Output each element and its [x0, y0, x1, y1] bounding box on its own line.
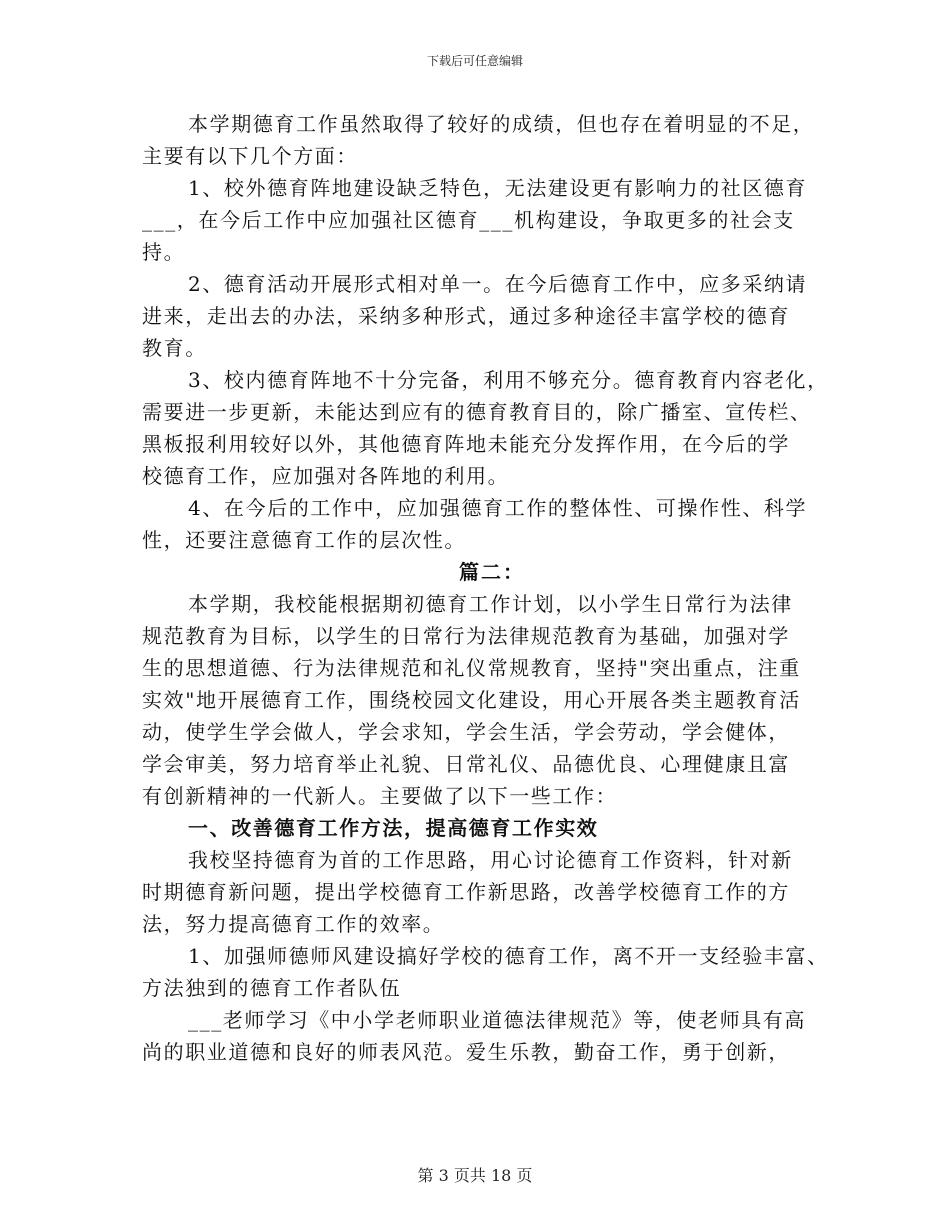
paragraph-line: 1、校外德育阵地建设缺乏特色，无法建设更有影响力的社区德育 [188, 176, 808, 200]
paragraph-line: 我校坚持德育为首的工作思路，用心讨论德育工作资料，针对新 [188, 848, 793, 872]
section-heading: 篇二： [459, 560, 525, 584]
paragraph-line: 本学期德育工作虽然取得了较好的成绩，但也存在着明显的不足， [188, 112, 815, 136]
paragraph-line: 规范教育为目标，以学生的日常行为法律规范教育为基础，加强对学 [142, 624, 790, 648]
paragraph-line: 有创新精神的一代新人。主要做了以下一些工作： [142, 784, 618, 808]
paragraph-line: 教育。 [142, 336, 207, 360]
paragraph-line: 需要进一步更新，未能达到应有的德育教育目的，除广播室、宣传栏、 [142, 400, 812, 424]
paragraph-line: 主要有以下几个方面： [142, 144, 358, 168]
paragraph-line: 生的思想道德、行为法律规范和礼仪常规教育，坚持"突出重点，注重 [142, 656, 801, 680]
paragraph-line: 4、在今后的工作中，应加强德育工作的整体性、可操作性、科学 [188, 496, 808, 520]
paragraph-line: ___老师学习《中小学老师职业道德法律规范》等，使老师具有高 [188, 1008, 806, 1032]
paragraph-line: 时期德育新问题，提出学校德育工作新思路，改善学校德育工作的方 [142, 880, 790, 904]
paragraph-line: 黑板报利用较好以外，其他德育阵地未能充分发挥作用，在今后的学 [142, 432, 790, 456]
document-body [142, 108, 829, 1068]
paragraph-line: 学会审美，努力培育举止礼貌、日常礼仪、品德优良、心理健康且富 [142, 752, 790, 776]
page-header: 下载后可任意编辑 [426, 54, 523, 68]
paragraph-line: 法，努力提高德育工作的效率。 [142, 912, 445, 936]
page-footer: 第 3 页共 18 页 [417, 1166, 533, 1185]
paragraph-line: 校德育工作，应加强对各阵地的利用。 [142, 464, 510, 488]
paragraph-line: 2、德育活动开展形式相对单一。在今后德育工作中，应多采纳请 [188, 272, 808, 296]
paragraph-line: 3、校内德育阵地不十分完备，利用不够充分。德育教育内容老化， [188, 368, 829, 392]
paragraph-line: 持。 [142, 240, 186, 264]
paragraph-line: 方法独到的德育工作者队伍 [142, 976, 402, 1000]
subsection-heading: 一、改善德育工作方法，提高德育工作实效 [188, 816, 599, 840]
paragraph-line: 实效"地开展德育工作，围绕校园文化建设，用心开展各类主题教育活 [142, 688, 801, 712]
paragraph-line: ___，在今后工作中应加强社区德育___机构建设，争取更多的社会支 [142, 208, 795, 232]
paragraph-line: 性，还要注意德育工作的层次性。 [142, 528, 466, 552]
paragraph-line: 1、加强师德师风建设搞好学校的德育工作，离不开一支经验丰富、 [188, 944, 829, 968]
paragraph-line: 动，使学生学会做人，学会求知，学会生活，学会劳动，学会健体， [142, 720, 790, 744]
paragraph-line: 本学期，我校能根据期初德育工作计划，以小学生日常行为法律 [188, 592, 793, 616]
paragraph-line: 进来，走出去的办法，采纳多种形式，通过多种途径丰富学校的德育 [142, 304, 790, 328]
paragraph-line: 尚的职业道德和良好的师表风范。爱生乐教，勤奋工作，勇于创新， [142, 1040, 790, 1064]
